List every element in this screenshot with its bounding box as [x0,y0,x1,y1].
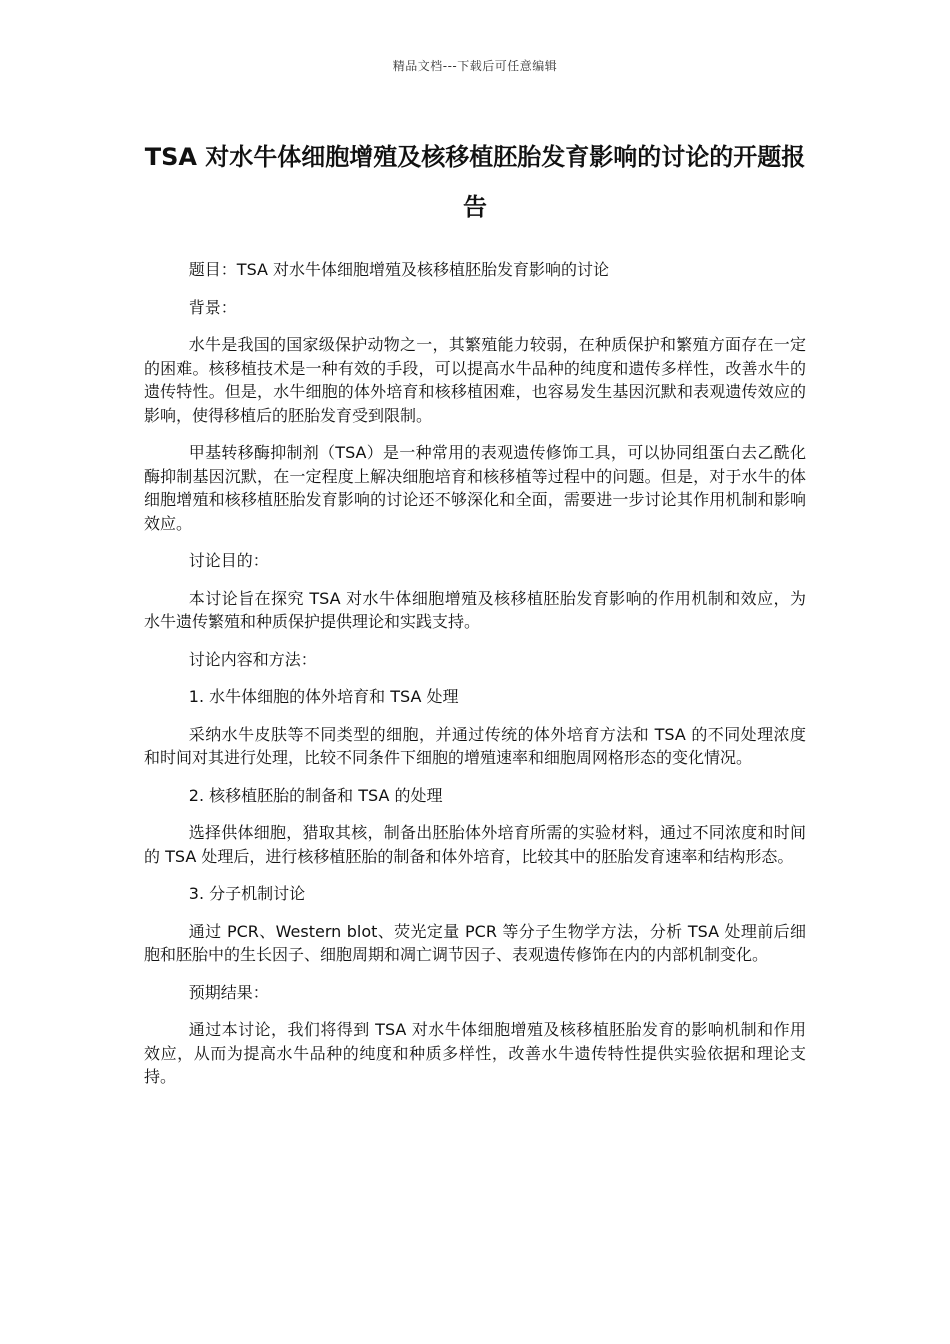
paragraph-method-1: 采纳水牛皮肤等不同类型的细胞，并通过传统的体外培育方法和 TSA 的不同处理浓度和时间对其进行处理，比较不同条件下细胞的增殖速率和细胞周网格形态的变化情况。 [144,724,806,767]
paragraph-purpose: 本讨论旨在探究 TSA 对水牛体细胞增殖及核移植胚胎发育影响的作用机制和效应，为水牛遗传繁殖和种质保护提供理论和实践支持。 [144,588,806,631]
document-title: TSA 对水牛体细胞增殖及核移植胚胎发育影响的讨论的开题报告 [144,143,806,221]
paragraph-results: 通过本讨论，我们将得到 TSA 对水牛体细胞增殖及核移植胚胎发育的影响机制和作用效应，从而为提高水牛品种的纯度和种质多样性，改善水牛遗传特性提供实验依据和理论支持。 [144,1020,806,1086]
method-heading-1: 1. 水牛体细胞的体外培育和 TSA 处理 [188,687,459,706]
section-heading-background: 背景： [188,297,237,317]
header-note: 精品文档---下载后可任意编辑 [392,59,558,73]
paragraph-method-3: 通过 PCR、Western blot、荧光定量 PCR 等分子生物学方法，分析 TSA 处理前后细胞和胚胎中的生长因子、细胞周期和凋亡调节因子、表观遗传修饰在内的内部机制变化。 [144,921,806,964]
section-heading-results: 预期结果： [188,982,269,1002]
method-heading-2: 2. 核移植胚胎的制备和 TSA 的处理 [188,785,443,805]
paragraph-background-2: 甲基转移酶抑制剂（TSA）是一种常用的表观遗传修饰工具，可以协同组蛋白去乙酰化酶抑制基因沉默，在一定程度上解决细胞培育和核移植等过程中的问题。但是，对于水牛的体细胞增殖和核移植胚胎发育影响的讨论还不够深化和全面，需要进一步讨论其作用机制和影响效应。 [144,443,806,533]
paragraph-background-1: 水牛是我国的国家级保护动物之一，其繁殖能力较弱，在种质保护和繁殖方面存在一定的困难。核移植技术是一种有效的手段，可以提高水牛品种的纯度和遗传多样性，改善水牛的遗传特性。但是，水牛细胞的体外培育和核移植困难，也容易发生基因沉默和表观遗传效应的影响，使得移植后的胚胎发育受到限制。 [144,335,806,425]
section-heading-methods: 讨论内容和方法： [188,649,317,669]
topic-line: 题目：TSA 对水牛体细胞增殖及核移植胚胎发育影响的讨论 [188,260,610,279]
document-body [144,258,806,1103]
paragraph-method-2: 选择供体细胞，猎取其核，制备出胚胎体外培育所需的实验材料，通过不同浓度和时间的 TSA 处理后，进行核移植胚胎的制备和体外培育，比较其中的胚胎发育速率和结构形态。 [144,823,806,866]
method-heading-3: 3. 分子机制讨论 [188,884,306,903]
section-heading-purpose: 讨论目的： [188,551,269,570]
